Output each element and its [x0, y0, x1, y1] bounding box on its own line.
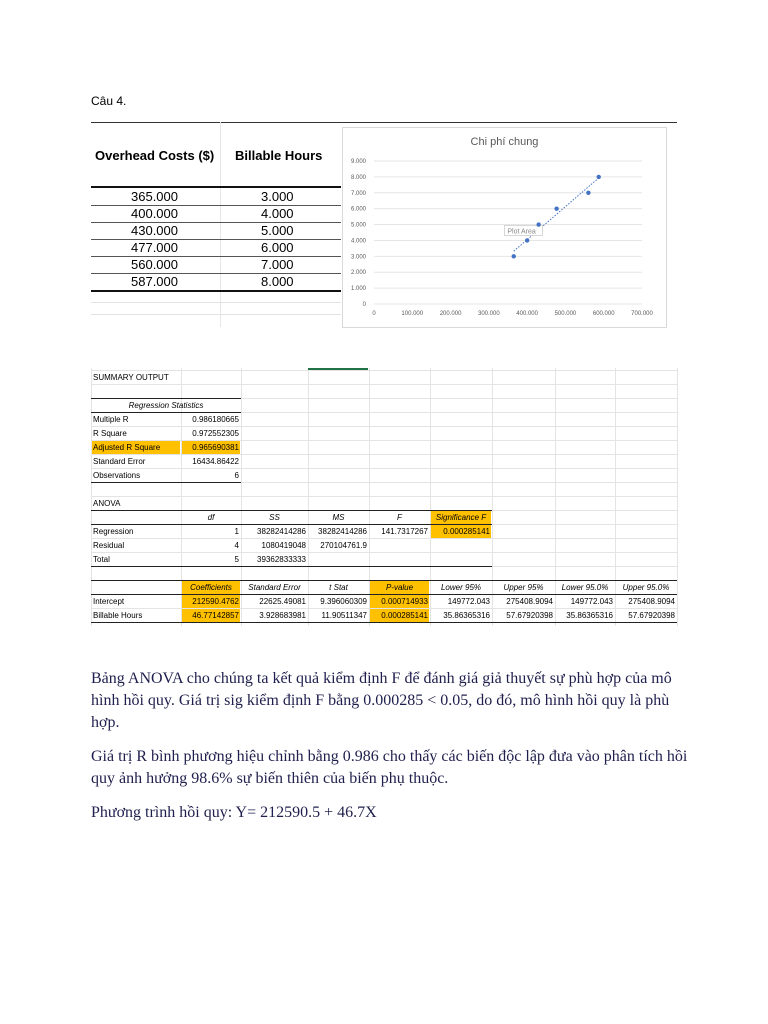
empty-row-line — [91, 314, 341, 315]
grid-row-line — [91, 384, 677, 385]
anova-value: 38282414286 — [318, 527, 367, 536]
scatter-chart — [342, 127, 667, 328]
coefficient-value: 149772.043 — [447, 597, 490, 606]
data-point — [525, 238, 529, 242]
billable-hours-cell: 5.000 — [261, 223, 294, 238]
anova-explanation-paragraph: Bảng ANOVA cho chúng ta kết quả kiểm định F để đánh giá giả thuyết sự phù hợp của mô hình hồi quy. Giá trị sig kiểm định F bằng 0.000285 < 0.05, do đó, mô hình hồi quy là phù hợp. — [91, 670, 672, 731]
coefficient-header: Coefficients — [182, 581, 240, 594]
coefficient-value: 22625.49081 — [259, 597, 306, 606]
coefficient-value: 0.000285141 — [370, 609, 429, 622]
stat-label: Observations — [93, 471, 141, 480]
overhead-cost-cell: 400.000 — [131, 206, 178, 221]
selected-cell-indicator — [308, 368, 368, 370]
x-tick-label: 100.000 — [401, 311, 424, 317]
grid-col-line — [677, 368, 678, 626]
stat-label: Multiple R — [93, 415, 129, 424]
coefficient-value: 149772.043 — [570, 597, 613, 606]
chart-plot — [343, 128, 666, 327]
section-border — [91, 622, 677, 623]
table-row — [91, 239, 341, 257]
anova-value: 1080419048 — [261, 541, 306, 550]
y-tick-label: 6.000 — [350, 206, 366, 213]
summary-output-grid — [91, 368, 677, 626]
table-row — [91, 222, 341, 240]
coefficient-row-label: Billable Hours — [93, 611, 143, 620]
y-tick-label: 0 — [362, 302, 366, 308]
stat-value: 0.965690381 — [182, 441, 240, 454]
billable-hours-cell: 6.000 — [261, 240, 294, 255]
stat-value: 16434.86422 — [192, 457, 239, 466]
anova-row-label: Residual — [93, 541, 125, 550]
header-billable-hours: Billable Hours — [235, 148, 323, 163]
anova-value: 141.7317267 — [381, 527, 428, 536]
coefficient-value: 46.77142857 — [182, 609, 240, 622]
anova-value: 4 — [234, 541, 239, 550]
coefficient-header: Standard Error — [248, 583, 301, 592]
anova-header: MS — [332, 513, 345, 522]
billable-hours-cell: 3.000 — [261, 189, 294, 204]
section-border — [91, 566, 492, 567]
coefficient-header: Lower 95% — [440, 583, 482, 592]
anova-value: 39362833333 — [257, 555, 306, 564]
coefficient-value: 35.86365316 — [566, 611, 613, 620]
y-tick-label: 1.000 — [350, 286, 366, 293]
y-tick-label: 5.000 — [350, 222, 366, 229]
billable-hours-cell: 4.000 — [261, 206, 294, 221]
billable-hours-cell: 8.000 — [261, 274, 294, 289]
coefficient-value: 3.928683981 — [259, 611, 306, 620]
data-point — [586, 191, 590, 195]
y-tick-label: 7.000 — [350, 190, 366, 197]
coefficient-header: t Stat — [329, 583, 348, 592]
header-overhead-costs: Overhead Costs ($) — [95, 148, 215, 163]
coefficient-value: 275408.9094 — [506, 597, 553, 606]
coefficient-value: 0.000714933 — [370, 595, 429, 608]
x-tick-label: 200.000 — [439, 311, 462, 317]
x-tick-label: 0 — [372, 311, 376, 317]
data-point — [597, 175, 601, 179]
y-tick-label: 2.000 — [350, 270, 366, 277]
coefficient-value: 11.90511347 — [321, 611, 367, 620]
anova-header: F — [397, 513, 402, 522]
x-tick-label: 400.000 — [516, 311, 538, 317]
coefficient-value: 212590.4762 — [182, 595, 240, 608]
regression-equation-paragraph: Phương trình hồi quy: Y= 212590.5 + 46.7X — [91, 804, 377, 821]
table-row — [91, 256, 341, 274]
anova-label: ANOVA — [93, 499, 121, 508]
stat-value: 6 — [234, 471, 239, 480]
coefficient-header: Upper 95.0% — [622, 583, 670, 592]
summary-title: SUMMARY OUTPUT — [93, 373, 169, 382]
x-tick-label: 500.000 — [554, 311, 577, 317]
coefficient-value: 35.86365316 — [443, 611, 490, 620]
coefficient-value: 57.67920398 — [506, 611, 553, 620]
coefficient-header: P-value — [370, 581, 429, 594]
coefficient-row-label: Intercept — [93, 597, 125, 606]
x-tick-label: 300.000 — [478, 311, 500, 317]
coefficient-header: Upper 95% — [503, 583, 544, 592]
anova-header: SS — [269, 513, 280, 522]
x-tick-label: 600.000 — [592, 311, 615, 317]
data-point — [536, 222, 540, 226]
empty-row-line — [91, 302, 341, 303]
anova-header: df — [207, 513, 215, 522]
regression-statistics-label: Regression Statistics — [128, 401, 204, 410]
billable-hours-cell: 7.000 — [261, 257, 294, 272]
overhead-cost-cell: 477.000 — [131, 240, 178, 255]
x-tick-label: 700.000 — [631, 311, 653, 317]
overhead-cost-cell: 430.000 — [131, 223, 178, 238]
y-tick-label: 8.000 — [350, 174, 366, 181]
anova-row-label: Regression — [93, 527, 134, 536]
stat-label: Adjusted R Square — [92, 441, 180, 454]
coefficient-value: 9.396060309 — [320, 597, 367, 606]
coefficient-value: 57.67920398 — [628, 611, 675, 620]
anova-value: 1 — [234, 527, 239, 536]
stat-label: R Square — [93, 429, 127, 438]
y-tick-label: 9.000 — [350, 159, 366, 165]
plot-area-tooltip: Plot Area — [507, 228, 536, 236]
table-row — [91, 205, 341, 223]
anova-value: 0.000285141 — [431, 525, 491, 538]
overhead-cost-cell: 365.000 — [131, 189, 178, 204]
section-border — [91, 398, 241, 399]
data-point — [512, 254, 516, 258]
anova-value: 270104761.9 — [320, 541, 367, 550]
table-top-border — [91, 122, 677, 123]
r-square-explanation-paragraph: Giá trị R bình phương hiệu chỉnh bằng 0.986 cho thấy các biến độc lập đưa vào phân tích hồi quy ảnh hưởng 98.6% sự biến thiên của biến phụ thuộc. — [91, 748, 688, 787]
anova-value: 5 — [234, 555, 239, 564]
question-heading: Câu 4. — [91, 94, 127, 108]
y-tick-label: 3.000 — [350, 254, 366, 261]
chart-title: Chi phí chung — [470, 136, 539, 148]
section-border — [91, 482, 241, 483]
stat-value: 0.986180665 — [192, 415, 239, 424]
table-row — [91, 188, 341, 206]
data-point — [554, 206, 558, 210]
coefficient-header: Lower 95.0% — [561, 583, 609, 592]
y-tick-label: 4.000 — [350, 238, 366, 245]
overhead-cost-cell: 587.000 — [131, 274, 178, 289]
anova-header: Significance F — [431, 511, 491, 524]
stat-label: Standard Error — [93, 457, 146, 466]
anova-value: 38282414286 — [257, 527, 306, 536]
table-bottom-border — [91, 290, 341, 292]
stat-value: 0.972552305 — [192, 429, 239, 438]
table-row — [91, 273, 341, 290]
coefficient-value: 275408.9094 — [628, 597, 675, 606]
anova-row-label: Total — [93, 555, 110, 564]
overhead-cost-cell: 560.000 — [131, 257, 178, 272]
